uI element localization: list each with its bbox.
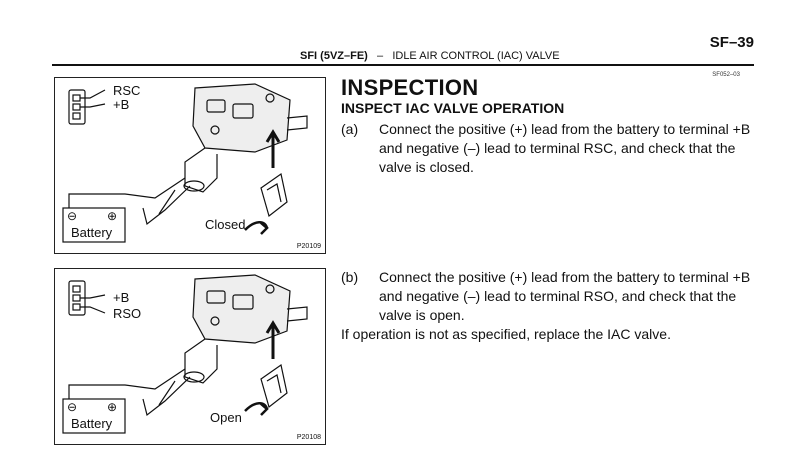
step-a xyxy=(341,120,761,180)
header-separator: – xyxy=(377,50,384,62)
terminal-label-rso: RSO xyxy=(113,306,142,321)
section-title: INSPECTION xyxy=(341,75,479,100)
reference-code: SF052–03 xyxy=(712,72,740,78)
valve-state-label: Closed xyxy=(205,217,246,232)
battery-positive-icon: ⊕ xyxy=(107,400,118,414)
header-rule xyxy=(52,64,754,66)
step-text: Connect the positive (+) lead from the battery to terminal +B and negative (–) lead to terminal RSC, and check that the valve is closed. xyxy=(379,121,751,175)
battery-positive-icon: ⊕ xyxy=(107,209,118,223)
step-b xyxy=(341,268,761,328)
section-code: SFI (5VZ–FE) xyxy=(300,50,368,62)
figure-number: P20108 xyxy=(296,434,321,441)
figure-open-test xyxy=(54,268,326,445)
battery-label: Battery xyxy=(71,225,113,240)
valve-state-label: Open xyxy=(210,410,242,425)
figure-number: P20109 xyxy=(296,243,321,250)
figure-closed-test xyxy=(54,77,326,254)
terminal-label-rsc: RSC xyxy=(113,83,141,98)
procedure-subtitle: INSPECT IAC VALVE OPERATION xyxy=(341,100,565,116)
header-topic: IDLE AIR CONTROL (IAC) VALVE xyxy=(392,50,560,62)
battery-negative-icon: ⊖ xyxy=(67,400,78,414)
step-label: (a) xyxy=(341,121,359,137)
battery-negative-icon: ⊖ xyxy=(67,209,78,223)
battery-label: Battery xyxy=(71,416,113,431)
terminal-label-b: +B xyxy=(113,97,130,112)
page-number: SF–39 xyxy=(709,34,754,51)
running-header xyxy=(300,50,560,62)
replacement-note: If operation is not as specified, replace the IAC valve. xyxy=(341,326,671,342)
step-text: Connect the positive (+) lead from the battery to terminal +B and negative (–) lead to terminal RSO, and check that the valve is open. xyxy=(379,269,751,323)
step-label: (b) xyxy=(341,269,359,285)
terminal-label-b: +B xyxy=(113,290,130,305)
